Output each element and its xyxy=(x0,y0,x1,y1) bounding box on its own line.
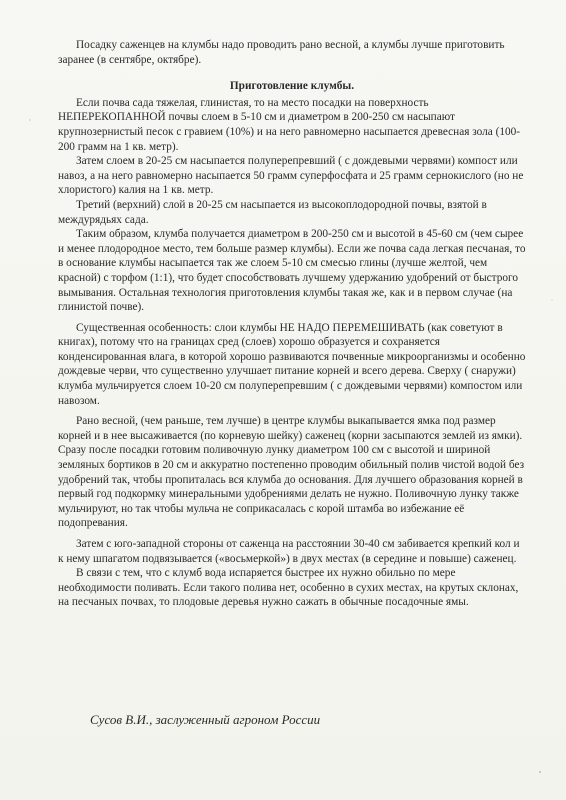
document-body xyxy=(58,38,526,610)
paragraph-no-mixing: Существенная особенность: слои клумбы НЕ НАДО ПЕРЕМЕШИВАТЬ (как советуют в книгах), потому что на границах сред (слоев) хорошо образуется и сохраняется конденсированная влага, в которой хорошо развиваются почвенные микроорганизмы и особенно дождевые черви, что существенно улучшает питание корней и всего дерева. Сверху ( снаружи) клумба мульчируется слоем 10-20 см полуперепревшим ( с дождевыми червями) компостом или навозом. xyxy=(58,321,526,407)
intro-paragraph: Посадку саженцев на клумбы надо проводить рано весной, а клумбы лучше приготовить заранее (в сентябре, октябре). xyxy=(58,39,505,66)
paragraph-top-layer: Третий (верхний) слой в 20-25 см насыпается из высокоплодородной почвы, взятой в междурядьях сада. xyxy=(58,198,487,226)
paragraph-bed-size: Таким образом, клумба получается диаметром в 200-250 см и высотой в 45-60 см (чем сырее и менее плодородное место, тем больше размер клумбы). Если же почва сада легкая песчаная, то в основание клумбы насыпается так же слоем 5-10 см смесью глины (лучше желтой, чем красной) с торфом (1:1), что будет способствовать лучшему удержанию удобрений от быстрого вымывания. Остальная технология приготовления клумбы такая же, как и в первом случае (на глинистой почве). xyxy=(58,228,526,314)
author-signature: Сусов В.И., заслуженный агроном России xyxy=(90,712,321,727)
paragraph-clay-soil: Если почва сада тяжелая, глинистая, то на место посадки на поверхность НЕПЕРЕКОПАННОЙ почвы слоем в 5-10 см и диаметром в 200-250 см насыпают крупнозернистый песок с гравием (10%) и на него равномерно насыпается древесная зола (100-200 грамм на 1 кв. метр). xyxy=(58,96,521,153)
paragraph-planting: Рано весной, (чем раньше, тем лучше) в центре клумбы выкапывается ямка под размер корней и в нее высаживается (по корневую шейку) саженец (корни засыпаются землей из ямки). Сразу после посадки готовим поливочную лунку диаметром 100 см с высотой и шириной земляных бортиков в 20 см и аккуратно постепенно проводим обильный полив чистой водой без удобрений так, чтобы пропиталась вся клумба до основания. Для лучшего образования корней в первый год подкормку минеральными удобрениями делать не нужно. Поливочную лунку также мульчируют, но так чтобы мульча не соприкасалась с корой штамба во избежание её подопревания. xyxy=(58,415,525,530)
section-heading: Приготовление клумбы. xyxy=(229,80,355,93)
paragraph-watering: В связи с тем, что с клумб вода испаряется быстрее их нужно обильно по мере необходимости поливать. Если такого полива нет, особенно в сухих местах, на крутых склонах, на песчаных почвах, то плодовые деревья нужно сажать в обычные посадочные ямы. xyxy=(58,567,519,609)
paragraph-stake: Затем с юго-западной стороны от саженца на расстоянии 30-40 см забивается крепкий кол и к нему шпагатом подвязывается («восьмеркой») в двух местах (в середине и повыше) саженец. xyxy=(58,538,520,565)
paragraph-compost-layer: Затем слоем в 20-25 см насыпается полуперепревший ( с дождевыми червями) компост или навоз, а на него равномерно насыпается 50 грамм суперфосфата и 25 грамм сернокислого (но не хлористого) калия на 1 кв. метр. xyxy=(58,155,524,197)
